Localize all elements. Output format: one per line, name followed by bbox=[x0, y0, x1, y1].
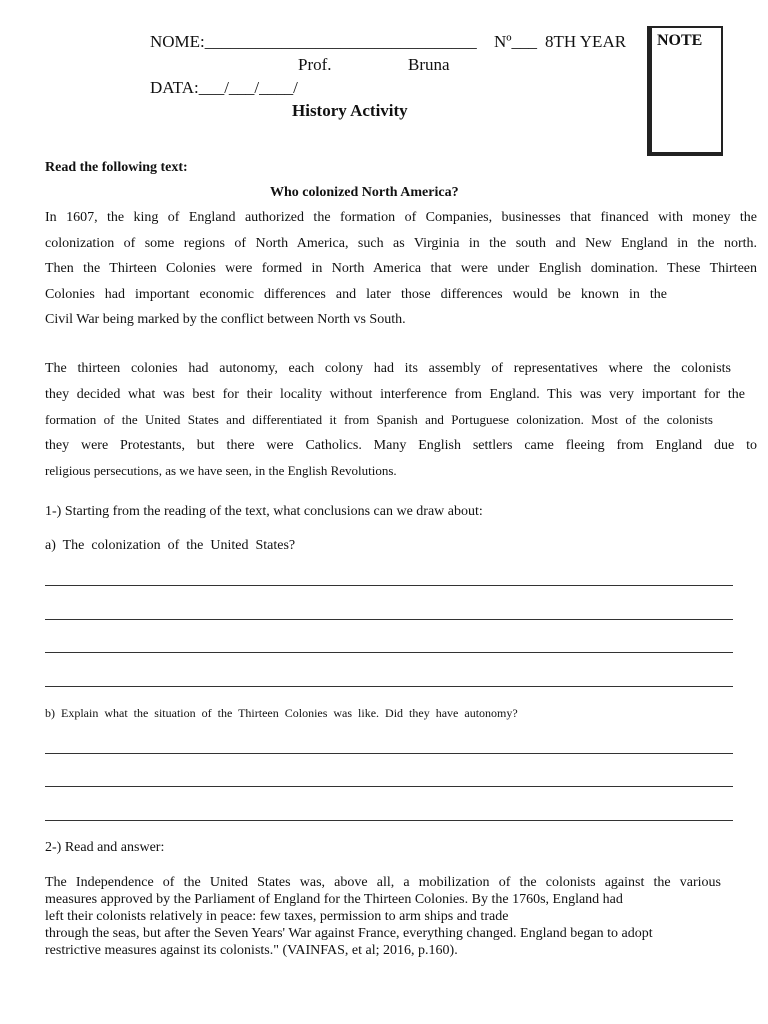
quote-line: left their colonists relatively in peace: few taxes, permission to arm ships and trade bbox=[45, 909, 509, 924]
date-field-label: DATA:___/___/____/ bbox=[150, 78, 298, 97]
question-2: 2-) Read and answer: bbox=[45, 840, 165, 855]
paragraph-line: colonization of some regions of North America, such as Virginia in the south and New England in the north. bbox=[45, 235, 757, 251]
answer-line[interactable] bbox=[45, 686, 733, 687]
name-field-label: NOME:________________________________ bbox=[150, 32, 477, 51]
question-1b: b) Explain what the situation of the Thirteen Colonies was like. Did they have autonomy? bbox=[45, 706, 518, 720]
answer-line[interactable] bbox=[45, 820, 733, 821]
page-title: History Activity bbox=[292, 101, 408, 120]
paragraph-line: The thirteen colonies had autonomy, each colony had its assembly of representatives where the colonists bbox=[45, 361, 731, 376]
paragraph-2 bbox=[45, 356, 757, 484]
paragraph-line: they were Protestants, but there were Catholics. Many English settlers came fleeing from England due to bbox=[45, 437, 757, 453]
number-field-label: Nº___ bbox=[494, 32, 538, 51]
answer-line[interactable] bbox=[45, 786, 733, 787]
answer-line[interactable] bbox=[45, 753, 733, 754]
paragraph-1 bbox=[45, 205, 757, 333]
paragraph-line: In 1607, the king of England authorized the formation of Companies, businesses that financed with money the bbox=[45, 210, 757, 225]
paragraph-line: formation of the United States and differentiated it from Spanish and Portuguese colonization. Most of the colonists bbox=[45, 412, 713, 427]
reading-heading: Who colonized North America? bbox=[270, 185, 459, 200]
quote-line: through the seas, but after the Seven Years' War against France, everything changed. England began to adopt bbox=[45, 926, 653, 941]
year-label: 8TH YEAR bbox=[545, 32, 627, 51]
answer-line[interactable] bbox=[45, 585, 733, 586]
quote-line: The Independence of the United States was, above all, a mobilization of the colonists against the various bbox=[45, 875, 721, 890]
question-1: 1-) Starting from the reading of the text, what conclusions can we draw about: bbox=[45, 504, 483, 519]
paragraph-line: they decided what was best for their locality without interference from England. This was very important for the bbox=[45, 386, 745, 402]
paragraph-line: Colonies had important economic differences and later those differences would be known in the bbox=[45, 286, 667, 302]
paragraph-line: Civil War being marked by the conflict between North vs South. bbox=[45, 312, 406, 327]
prof-name: Bruna bbox=[408, 55, 450, 74]
quote-block bbox=[45, 874, 721, 959]
paragraph-line: religious persecutions, as we have seen, in the English Revolutions. bbox=[45, 463, 397, 478]
quote-line: measures approved by the Parliament of England for the Thirteen Colonies. By the 1760s, England had bbox=[45, 892, 623, 907]
reading-instruction: Read the following text: bbox=[45, 160, 188, 175]
paragraph-line: Then the Thirteen Colonies were formed in North America that were under English domination. These Thirteen bbox=[45, 261, 757, 276]
note-label: NOTE bbox=[657, 32, 703, 49]
answer-line[interactable] bbox=[45, 652, 733, 653]
grade-note-box bbox=[647, 26, 723, 156]
quote-line: restrictive measures against its colonists." (VAINFAS, et al; 2016, p.160). bbox=[45, 943, 458, 958]
answer-line[interactable] bbox=[45, 619, 733, 620]
prof-label: Prof. bbox=[298, 55, 332, 74]
question-1a: a) The colonization of the United States? bbox=[45, 538, 296, 553]
